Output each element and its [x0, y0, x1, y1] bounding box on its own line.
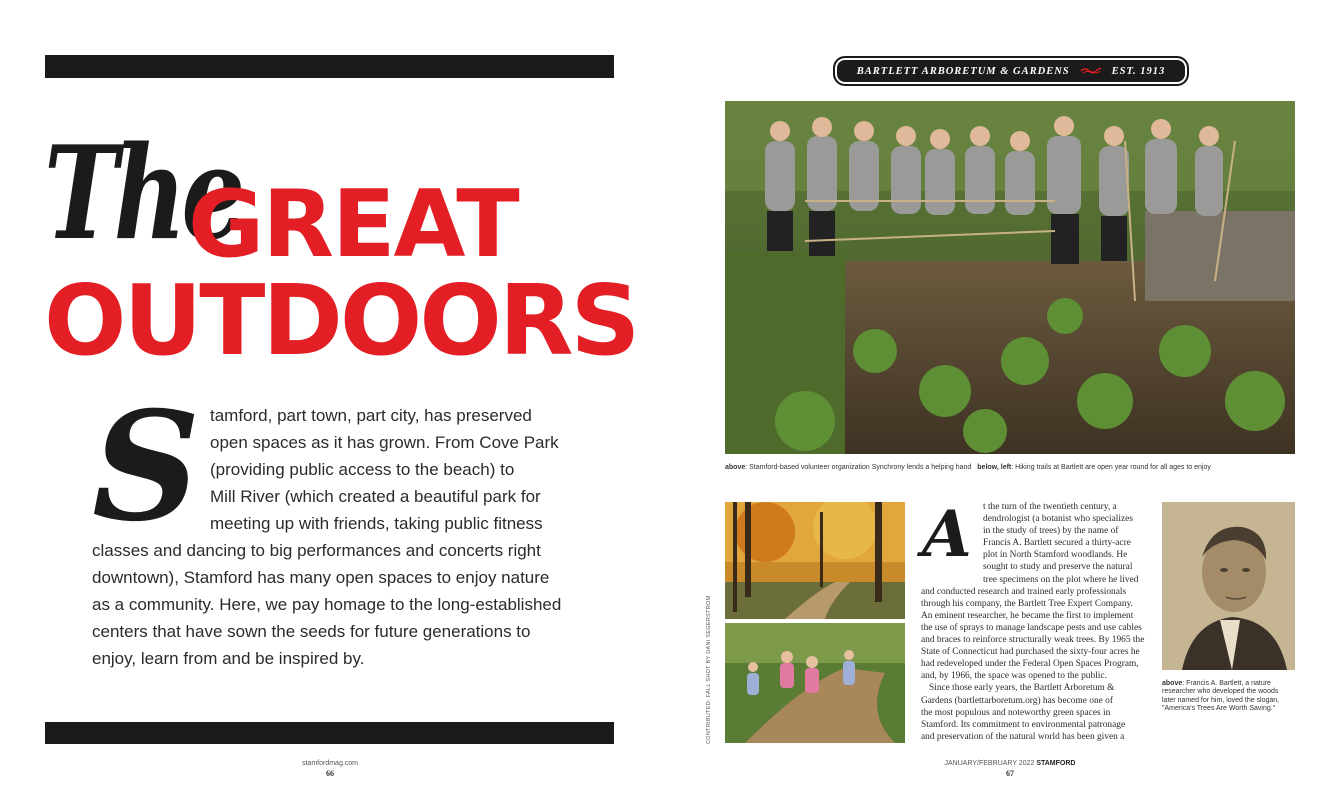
photo-caption-top	[725, 464, 1295, 471]
portrait-caption-text: : Francis A. Bartlett, a nature researcher who developed the woods later named for him, loved the slogan, "America's Trees Are Worth Saving."	[1162, 680, 1280, 713]
caption-text-below: : Hiking trails at Bartlett are open year round for all ages to enjoy	[1011, 464, 1211, 471]
intro-line: as a community. Here, we pay homage to the long-established	[92, 595, 562, 614]
intro-line: meeting up with friends, taking public fitness	[210, 514, 543, 533]
badge-ornament-icon	[1080, 66, 1102, 77]
body-line: and preservation of the natural world has been given a	[921, 731, 1125, 742]
section-badge	[833, 56, 1189, 86]
body-line: State of Connecticut had purchased the sixty-four acres he	[921, 647, 1140, 658]
body-line: Francis A. Bartlett secured a thirty-acre	[983, 538, 1131, 549]
title-the: The	[44, 119, 241, 269]
body-line: and conducted research and trained early professionals	[921, 586, 1127, 597]
body-line: plot in North Stamford woodlands. He	[983, 550, 1128, 561]
body-line: the use of sprays to manage landscape pests and use cables	[921, 622, 1142, 633]
body-line: and, by 1966, the space was opened to the public.	[921, 671, 1107, 682]
top-rule	[45, 55, 614, 78]
page-number-left: 66	[326, 769, 334, 778]
body-line: Gardens (bartlettarboretum.org) has become one of	[921, 695, 1113, 706]
volunteers-photo	[725, 101, 1295, 454]
body-line: t the turn of the twentieth century, a	[983, 502, 1117, 512]
body-line: in the study of trees) by the name of	[983, 526, 1119, 537]
caption-text-above: : Stamford-based volunteer organization Synchrony lends a helping hand	[745, 464, 972, 471]
intro-line: classes and dancing to big performances and concerts right	[92, 541, 541, 560]
footer-site: stamfordmag.com	[301, 760, 359, 767]
bartlett-portrait	[1162, 502, 1295, 670]
article-body	[921, 497, 1153, 743]
caption-label-above: above	[725, 464, 746, 471]
drop-cap-a: A	[922, 497, 972, 572]
body-line: dendrologist (a botanist who specializes	[983, 514, 1133, 525]
kids-trail-photo	[725, 623, 905, 743]
intro-line: enjoy, learn from and be inspired by.	[92, 649, 365, 668]
body-line: the most populous and noteworthy green spaces in	[921, 707, 1111, 718]
body-line: Since those early years, the Bartlett Arboretum &	[929, 683, 1115, 694]
body-line: Stamford. Its commitment to environmental patronage	[921, 719, 1126, 730]
title-outdoors: OUTDOORS	[44, 264, 638, 377]
intro-line: centers that have sown the seeds for future generations to	[92, 622, 531, 641]
portrait-caption-label: above	[1162, 680, 1183, 687]
badge-title: BARTLETT ARBORETUM & GARDENS	[856, 65, 1070, 77]
intro-line: open spaces as it has grown. From Cove Park	[210, 433, 559, 452]
footer-issue	[930, 760, 1090, 767]
intro-paragraph	[92, 402, 562, 672]
body-line: tree specimens on the plot where he lived	[983, 574, 1139, 585]
intro-line: tamford, part town, part city, has preserved	[210, 406, 532, 425]
intro-line: downtown), Stamford has many open spaces to enjoy nature	[92, 568, 550, 587]
drop-cap-s: S	[92, 379, 201, 555]
badge-established: EST. 1913	[1111, 65, 1166, 77]
body-line: had redeveloped under the Federal Open Spaces Program,	[921, 659, 1139, 670]
body-line: and braces to reinforce structurally weak trees. By 1965 the	[921, 635, 1145, 646]
photo-credit: CONTRIBUTED; FALL SHOT BY DANI SEGERSTROM	[706, 595, 712, 744]
bottom-rule	[45, 722, 614, 744]
page-number-right: 67	[1006, 769, 1014, 778]
caption-label-below: below, left	[977, 464, 1012, 471]
body-line: sought to study and preserve the natural	[983, 562, 1133, 573]
footer-issue-date: JANUARY/FEBRUARY 2022	[944, 760, 1035, 767]
title-great: GREAT	[188, 170, 518, 278]
footer-magazine-name: STAMFORD	[1036, 760, 1076, 767]
autumn-trail-photo	[725, 502, 905, 619]
intro-line: (providing public access to the beach) to	[210, 460, 515, 479]
portrait-caption	[1162, 680, 1287, 714]
body-line: through his company, the Bartlett Tree Expert Company.	[921, 598, 1134, 609]
body-line: An eminent researcher, he became the first to implement	[921, 610, 1134, 621]
intro-line: Mill River (which created a beautiful park for	[210, 487, 541, 506]
